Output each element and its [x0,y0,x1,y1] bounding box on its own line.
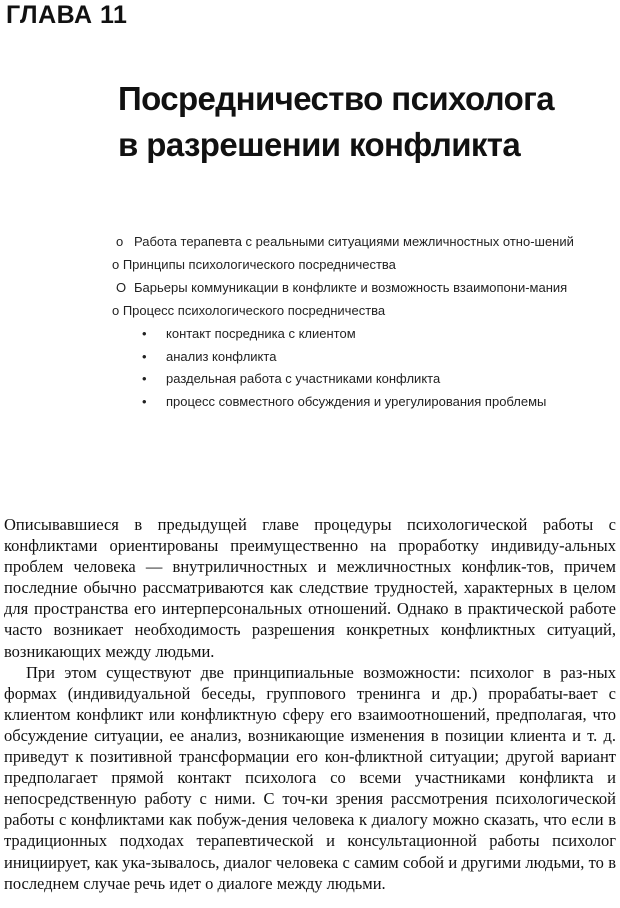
chapter-contents-list [112,232,618,414]
toc-item [112,232,618,252]
paragraph: Описывавшиеся в предыдущей главе процедуры психологической работы с конфликтами ориентированы преимущественно на проработку индивиду-альных проблем человека — внутриличностных и межличностных конфлик-тов, причем последние обычно рассматриваются как следствие трудностей, характерных в целом для пространства его интерперсональных отношений. Однако в практической работе часто возникает необходимость разрешения конкретных конфликтных ситуаций, возникающих между людьми. [4,515,616,661]
toc-item-text: Барьеры коммуникации в конфликте и возможность взаимопони-мания [134,280,568,295]
toc-subitem-text: раздельная работа с участниками конфликта [166,371,441,386]
toc-item [112,278,618,298]
toc-subitem [112,347,618,367]
toc-item-text: о Процесс психологического посредничества [112,303,386,318]
body-text [4,514,616,894]
chapter-title [118,76,618,168]
toc-subitem [112,324,618,344]
toc-subitem [112,369,618,389]
bullet-icon: • [142,326,147,341]
bullet-icon: • [142,393,147,409]
toc-item-marker: o [116,234,124,249]
toc-subitem-text: контакт посредника с клиентом [166,326,356,341]
bullet-icon: • [142,348,147,364]
toc-item-text: Работа терапевта с реальными ситуациями межличностных отно-шений [134,234,574,249]
toc-item-text: о Принципы психологического посредничества [112,257,396,272]
toc-item [112,301,618,321]
paragraph: При этом существуют две принципиальные возможности: психолог в раз-ных формах (индивидуальной беседы, группового тренинга и др.) прорабаты-вает с клиентом конфликт или конфликтную сферу его взаимоотношений, предполагая, что обсуждение ситуации, ее анализ, возникающие изменения в позиции клиента и т. д. приведут к позитивной трансформации его кон-фликтной ситуации; другой вариант предполагает прямой контакт психолога со всеми участниками конфликта и непосредственную работу с ними. С точ-ки зрения рассмотрения психологической работы с конфликтами как побуж-дения человека к диалогу можно сказать, что если в традиционных подходах терапевтической и консультационной работы психолог инициирует, как ука-зывалось, диалог человека с самим собой и другими людьми, то в последнем случае речь идет о диалоге между людьми. [4,662,616,893]
bullet-icon: • [142,371,147,386]
chapter-title-line-1: Посредничество психолога [118,80,555,117]
toc-item-marker: О [116,280,127,295]
toc-item [112,255,618,275]
chapter-title-line-2: в разрешении конфликта [118,126,521,163]
chapter-number: ГЛАВА 11 [6,1,128,29]
toc-subitem-text: процесс совместного обсуждения и урегулирования проблемы [166,393,547,409]
toc-subitem-text: анализ конфликта [166,348,277,364]
toc-subitem [112,392,618,412]
